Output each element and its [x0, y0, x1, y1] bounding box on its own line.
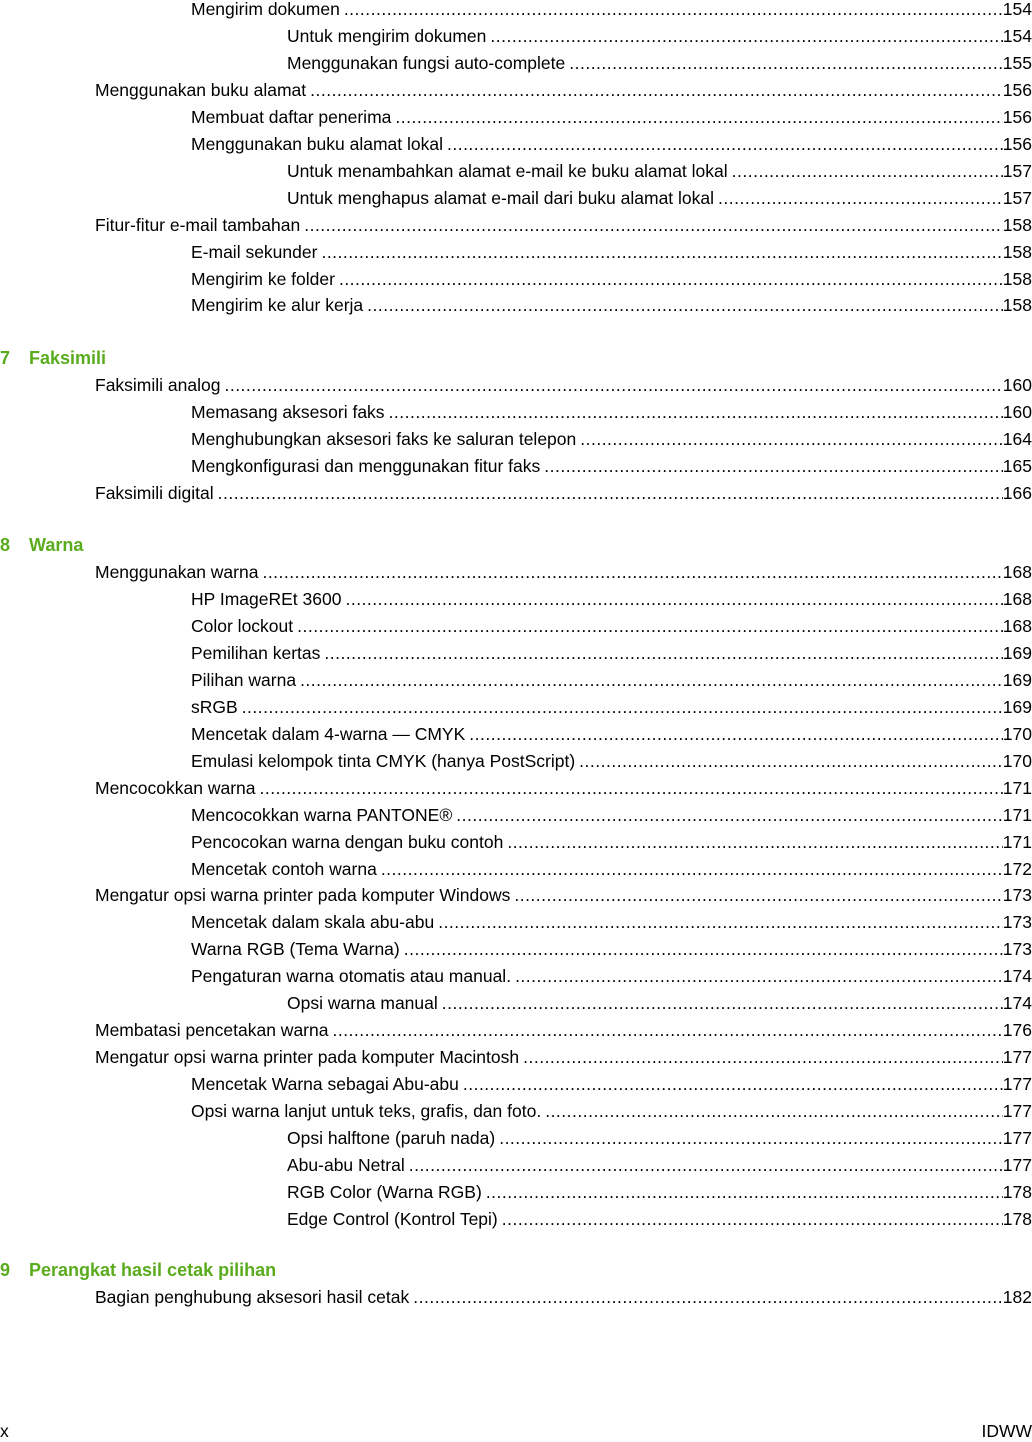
footer-page-number: x: [0, 1421, 9, 1441]
toc-entry-page: 154: [1002, 25, 1032, 46]
toc-entry[interactable]: [287, 1206, 1032, 1232]
toc-entry-page: 170: [1002, 750, 1032, 771]
chapter-heading[interactable]: [0, 1257, 276, 1283]
toc-entry[interactable]: [191, 104, 1032, 130]
dot-leader: [339, 266, 1003, 292]
dot-leader: [463, 1071, 1003, 1097]
dot-leader: [404, 936, 1003, 962]
toc-entry-title: Menggunakan fungsi auto-complete: [287, 52, 566, 73]
dot-leader: [718, 185, 1003, 211]
toc-entry-title: Emulasi kelompok tinta CMYK (hanya PostScript): [191, 750, 576, 771]
toc-entry-page: 157: [1002, 187, 1032, 208]
dot-leader: [381, 856, 1003, 882]
toc-entry[interactable]: [95, 372, 1032, 398]
toc-entry-page: 173: [1002, 939, 1032, 960]
chapter-title: Warna: [29, 535, 84, 556]
toc-entry-title: Mencetak dalam skala abu-abu: [191, 912, 435, 933]
toc-entry-page: 158: [1002, 295, 1032, 316]
toc-entry-page: 171: [1002, 804, 1032, 825]
toc-entry[interactable]: [287, 1125, 1032, 1151]
toc-entry-page: 154: [1002, 0, 1032, 19]
toc-entry-title: Untuk menghapus alamat e-mail dari buku alamat lokal: [287, 187, 715, 208]
dot-leader: [514, 882, 1002, 908]
chapter-title: Faksimili: [29, 348, 107, 369]
toc-entry-page: 160: [1002, 402, 1032, 423]
toc-entry-page: 177: [1002, 1047, 1032, 1068]
toc-entry[interactable]: [287, 990, 1032, 1016]
toc-entry[interactable]: [287, 158, 1032, 184]
toc-entry[interactable]: [191, 1098, 1032, 1124]
toc-entry-page: 170: [1002, 723, 1032, 744]
toc-entry[interactable]: [191, 292, 1032, 318]
dot-leader: [304, 212, 1003, 238]
toc-entry-page: 157: [1002, 160, 1032, 181]
toc-entry-title: Opsi warna manual: [287, 993, 438, 1014]
toc-entry-page: 168: [1002, 589, 1032, 609]
dot-leader: [469, 721, 1003, 747]
toc-entry-page: 155: [1002, 52, 1032, 73]
toc-entry[interactable]: [191, 1071, 1032, 1097]
dot-leader: [545, 1098, 1003, 1124]
toc-entry-page: 158: [1002, 268, 1032, 289]
dot-leader: [218, 480, 1003, 506]
toc-entry[interactable]: [191, 399, 1032, 425]
toc-entry-page: 178: [1002, 1181, 1032, 1202]
dot-leader: [456, 802, 1003, 828]
footer-doc-code: IDWW: [981, 1421, 1032, 1441]
toc-entry-page: 168: [1002, 615, 1032, 636]
toc-entry[interactable]: [191, 802, 1032, 828]
toc-entry[interactable]: [191, 721, 1032, 747]
toc-entry-page: 165: [1002, 456, 1032, 477]
dot-leader: [515, 963, 1003, 989]
dot-leader: [413, 1284, 1003, 1310]
toc-entry-title: HP ImageREt 3600: [191, 589, 342, 609]
toc-entry-title: Faksimili analog: [95, 375, 221, 396]
dot-leader: [389, 399, 1003, 425]
toc-entry-page: 177: [1002, 1154, 1032, 1175]
dot-leader: [442, 990, 1003, 1016]
toc-entry-title: Menggunakan buku alamat: [95, 79, 307, 100]
dot-leader: [544, 453, 1003, 479]
toc-entry[interactable]: [191, 266, 1032, 292]
chapter-title: Perangkat hasil cetak pilihan: [29, 1259, 277, 1280]
chapter-heading[interactable]: [0, 532, 83, 558]
toc-entry-title: Untuk menambahkan alamat e-mail ke buku alamat lokal: [287, 160, 728, 181]
toc-entry-title: Mencocokkan warna: [95, 777, 256, 798]
dot-leader: [344, 0, 1003, 22]
toc-entry-title: Bagian penghubung aksesori hasil cetak: [95, 1286, 410, 1307]
toc-entry-page: 160: [1002, 375, 1032, 396]
toc-entry-title: Menggunakan buku alamat lokal: [191, 133, 443, 154]
dot-leader: [732, 158, 1003, 184]
dot-leader: [297, 613, 1003, 639]
toc-entry[interactable]: [191, 909, 1032, 935]
toc-entry-page: 177: [1002, 1128, 1032, 1148]
toc-entry-title: Mencetak dalam 4-warna — CMYK: [191, 723, 466, 744]
toc-entry-title: Untuk mengirim dokumen: [287, 25, 487, 46]
dot-leader: [490, 23, 1002, 49]
toc-entry-title: Opsi halftone (paruh nada): [287, 1128, 496, 1148]
toc-entry-page: 177: [1002, 1101, 1032, 1122]
toc-entry-title: Pemilihan kertas: [191, 642, 321, 663]
dot-leader: [486, 1179, 1003, 1205]
toc-entry-title: Warna RGB (Tema Warna): [191, 939, 400, 960]
toc-entry-title: Membatasi pencetakan warna: [95, 1020, 329, 1041]
dot-leader: [310, 77, 1003, 103]
toc-entry[interactable]: [191, 936, 1032, 962]
toc-entry-title: sRGB: [191, 696, 238, 717]
toc-entry-title: Mengirim dokumen: [191, 0, 340, 19]
dot-leader: [395, 104, 1002, 130]
toc-entry[interactable]: [191, 613, 1032, 639]
toc-entry[interactable]: [95, 1044, 1032, 1070]
toc-entry-title: Color lockout: [191, 615, 294, 636]
dot-leader: [499, 1125, 1003, 1151]
dot-leader: [507, 829, 1002, 855]
toc-entry-title: Membuat daftar penerima: [191, 106, 392, 127]
dot-leader: [242, 694, 1003, 720]
dot-leader: [262, 559, 1002, 585]
toc-entry-page: 171: [1002, 831, 1032, 852]
toc-entry-page: 156: [1002, 133, 1032, 154]
dot-leader: [569, 50, 1003, 76]
toc-entry-page: 169: [1002, 696, 1032, 717]
toc-entry-page: 174: [1002, 993, 1032, 1014]
dot-leader: [438, 909, 1003, 935]
dot-leader: [579, 748, 1003, 774]
toc-entry-title: Memasang aksesori faks: [191, 402, 385, 423]
dot-leader: [224, 372, 1002, 398]
toc-entry[interactable]: [191, 131, 1032, 157]
toc-entry-title: Menggunakan warna: [95, 562, 259, 583]
toc-entry-page: 156: [1002, 106, 1032, 127]
toc-entry[interactable]: [95, 77, 1032, 103]
toc-entry-page: 158: [1002, 241, 1032, 262]
chapter-number: 9: [0, 1259, 11, 1280]
toc-entry-title: Opsi warna lanjut untuk teks, grafis, dan foto.: [191, 1101, 542, 1122]
toc-entry-title: Mengatur opsi warna printer pada komputer Windows: [95, 885, 511, 906]
dot-leader: [345, 586, 1002, 612]
toc-entry[interactable]: [95, 1284, 1032, 1310]
toc-entry-title: Mengirim ke folder: [191, 268, 335, 289]
toc-entry-page: 173: [1002, 885, 1032, 906]
dot-leader: [300, 667, 1003, 693]
dot-leader: [523, 1044, 1003, 1070]
toc-entry[interactable]: [95, 212, 1032, 238]
toc-entry-page: 169: [1002, 669, 1032, 690]
toc-entry[interactable]: [191, 640, 1032, 666]
toc-entry-title: Mengkonfigurasi dan menggunakan fitur faks: [191, 456, 541, 477]
toc-entry-page: 164: [1002, 429, 1032, 450]
toc-entry-page: 172: [1002, 858, 1032, 879]
dot-leader: [332, 1017, 1002, 1043]
toc-entry[interactable]: [191, 829, 1032, 855]
toc-entry-page: 171: [1002, 777, 1032, 798]
toc-entry-page: 177: [1002, 1074, 1032, 1095]
toc-entry-page: 166: [1002, 483, 1032, 504]
toc-entry[interactable]: [287, 1179, 1032, 1205]
toc-entry-page: 174: [1002, 966, 1032, 987]
toc-entry[interactable]: [191, 426, 1032, 452]
toc-entry[interactable]: [287, 1152, 1032, 1178]
toc-entry[interactable]: [95, 1017, 1032, 1043]
toc-entry[interactable]: [95, 775, 1032, 801]
chapter-number: 8: [0, 535, 11, 556]
toc-entry-page: 178: [1002, 1208, 1032, 1229]
toc-entry-page: 168: [1002, 562, 1032, 583]
toc-entry-page: 158: [1002, 214, 1032, 235]
toc-entry-title: Mencetak Warna sebagai Abu-abu: [191, 1074, 459, 1095]
toc-entry-title: Mengirim ke alur kerja: [191, 295, 364, 316]
toc-entry[interactable]: [287, 185, 1032, 211]
toc-entry-title: Edge Control (Kontrol Tepi): [287, 1208, 498, 1229]
toc-entry[interactable]: [191, 963, 1032, 989]
dot-leader: [260, 775, 1003, 801]
dot-leader: [580, 426, 1003, 452]
toc-entry-title: Faksimili digital: [95, 483, 214, 504]
toc-entry[interactable]: [191, 856, 1032, 882]
toc-entry[interactable]: [95, 559, 1032, 585]
toc-entry[interactable]: [191, 0, 1032, 22]
toc-entry-title: Pengaturan warna otomatis atau manual.: [191, 966, 512, 987]
dot-leader: [367, 292, 1003, 318]
dot-leader: [409, 1152, 1003, 1178]
dot-leader: [447, 131, 1003, 157]
dot-leader: [321, 239, 1002, 265]
toc-entry-title: Menghubungkan aksesori faks ke saluran telepon: [191, 429, 577, 450]
toc-entry-title: Fitur-fitur e-mail tambahan: [95, 214, 301, 235]
toc-entry-page: 176: [1002, 1020, 1032, 1041]
toc-entry[interactable]: [191, 748, 1032, 774]
toc-entry-title: E-mail sekunder: [191, 241, 318, 262]
toc-entry-title: Abu-abu Netral: [287, 1154, 405, 1175]
toc-entry[interactable]: [287, 23, 1032, 49]
toc-entry[interactable]: [191, 667, 1032, 693]
toc-entry-page: 173: [1002, 912, 1032, 933]
toc-entry-title: Pilihan warna: [191, 669, 297, 690]
toc-entry[interactable]: [191, 694, 1032, 720]
toc-entry-title: Mencetak contoh warna: [191, 858, 377, 879]
toc-entry-page: 182: [1002, 1286, 1032, 1307]
dot-leader: [502, 1206, 1003, 1232]
toc-entry-title: Pencocokan warna dengan buku contoh: [191, 831, 504, 852]
dot-leader: [324, 640, 1002, 666]
toc-entry[interactable]: [95, 480, 1032, 506]
toc-entry[interactable]: [95, 882, 1032, 908]
toc-entry[interactable]: [191, 239, 1032, 265]
toc-entry-page: 156: [1002, 79, 1032, 100]
toc-entry[interactable]: [191, 453, 1032, 479]
toc-entry-page: 169: [1002, 642, 1032, 663]
toc-entry-title: RGB Color (Warna RGB): [287, 1181, 482, 1202]
toc-entry-title: Mengatur opsi warna printer pada komputer Macintosh: [95, 1047, 520, 1068]
toc-entry[interactable]: [191, 586, 1032, 612]
toc-entry-title: Mencocokkan warna PANTONE®: [191, 804, 453, 825]
toc-entry[interactable]: [287, 50, 1032, 76]
chapter-number: 7: [0, 348, 11, 369]
chapter-heading[interactable]: [0, 345, 106, 371]
